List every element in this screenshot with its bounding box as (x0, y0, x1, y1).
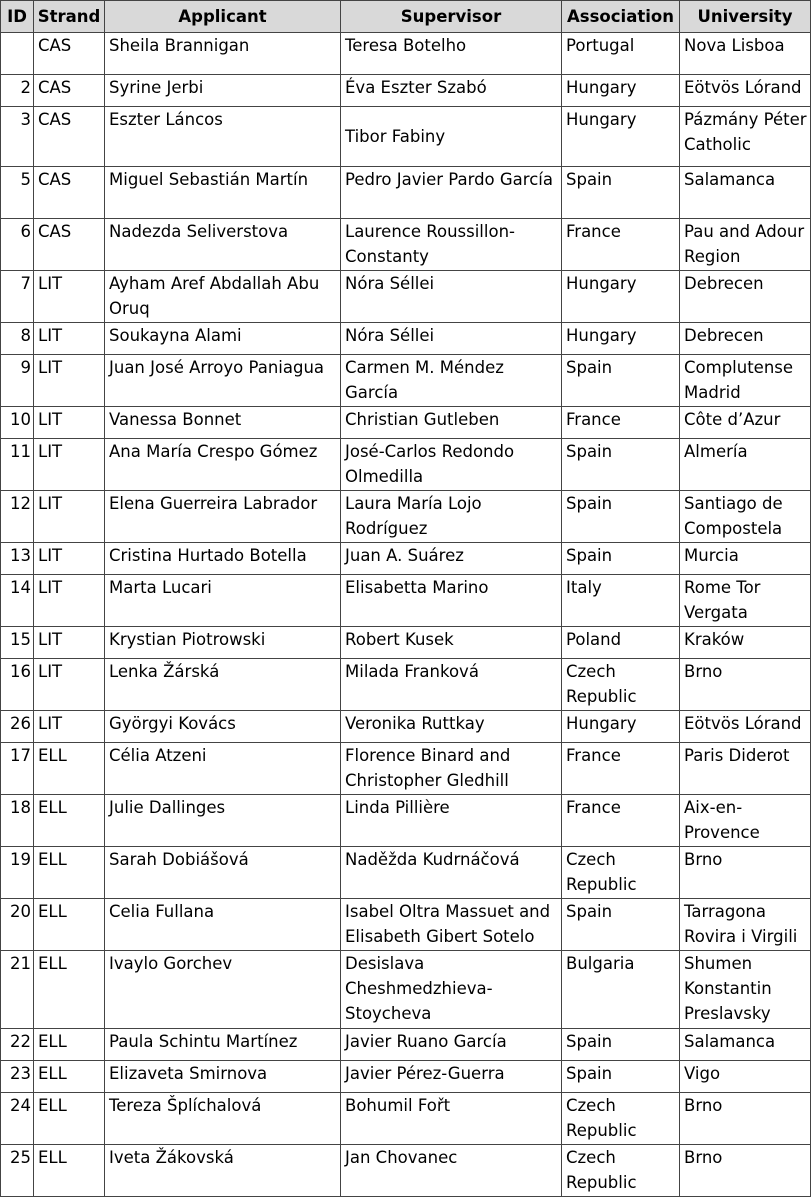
cell-supervisor: Pedro Javier Pardo García (341, 167, 562, 219)
table-row (1, 107, 811, 167)
cell-supervisor: Nóra Séllei (341, 323, 562, 355)
cell-strand: LIT (34, 543, 105, 575)
cell-applicant: Cristina Hurtado Botella (105, 543, 341, 575)
cell-university: Rome Tor Vergata (680, 575, 811, 627)
cell-supervisor: Naděžda Kudrnáčová (341, 847, 562, 899)
cell-strand: LIT (34, 323, 105, 355)
cell-strand: CAS (34, 33, 105, 75)
cell-association: France (562, 219, 680, 271)
table-row (1, 491, 811, 543)
table-body (1, 33, 811, 1197)
cell-applicant: Krystian Piotrowski (105, 627, 341, 659)
table-row (1, 75, 811, 107)
table-row (1, 1093, 811, 1145)
cell-university: Salamanca (680, 167, 811, 219)
cell-university: Brno (680, 847, 811, 899)
cell-association: Spain (562, 543, 680, 575)
cell-strand: LIT (34, 491, 105, 543)
table-row (1, 795, 811, 847)
cell-id: 6 (1, 219, 34, 271)
table-row (1, 543, 811, 575)
cell-association: France (562, 743, 680, 795)
cell-id: 25 (1, 1145, 34, 1197)
cell-strand: LIT (34, 659, 105, 711)
cell-supervisor: Isabel Oltra Massuet and Elisabeth Gibert Sotelo (341, 899, 562, 951)
cell-id: 17 (1, 743, 34, 795)
cell-applicant: Ayham Aref Abdallah Abu Oruq (105, 271, 341, 323)
cell-university: Complutense Madrid (680, 355, 811, 407)
table-row (1, 167, 811, 219)
table-row (1, 1029, 811, 1061)
table-row (1, 355, 811, 407)
cell-university: Brno (680, 659, 811, 711)
cell-strand: LIT (34, 355, 105, 407)
cell-id: 8 (1, 323, 34, 355)
cell-applicant: Julie Dallinges (105, 795, 341, 847)
cell-association: Czech Republic (562, 1093, 680, 1145)
cell-university: Brno (680, 1093, 811, 1145)
cell-supervisor: Elisabetta Marino (341, 575, 562, 627)
cell-id: 20 (1, 899, 34, 951)
cell-strand: ELL (34, 1061, 105, 1093)
cell-strand: ELL (34, 899, 105, 951)
cell-applicant: Paula Schintu Martínez (105, 1029, 341, 1061)
cell-strand: ELL (34, 1093, 105, 1145)
cell-strand: CAS (34, 167, 105, 219)
cell-id: 11 (1, 439, 34, 491)
cell-association: Czech Republic (562, 847, 680, 899)
cell-association: Czech Republic (562, 1145, 680, 1197)
cell-supervisor: Juan A. Suárez (341, 543, 562, 575)
cell-association: Spain (562, 1061, 680, 1093)
cell-strand: CAS (34, 219, 105, 271)
cell-id: 16 (1, 659, 34, 711)
cell-university: Almería (680, 439, 811, 491)
cell-association: Spain (562, 439, 680, 491)
cell-association: France (562, 407, 680, 439)
cell-applicant: Célia Atzeni (105, 743, 341, 795)
cell-supervisor: Desislava Cheshmedzhieva-Stoycheva (341, 951, 562, 1029)
cell-supervisor: Jan Chovanec (341, 1145, 562, 1197)
cell-applicant: Soukayna Alami (105, 323, 341, 355)
table-row (1, 323, 811, 355)
cell-supervisor: Nóra Séllei (341, 271, 562, 323)
cell-university: Eötvös Lórand (680, 711, 811, 743)
cell-applicant: Celia Fullana (105, 899, 341, 951)
cell-university: Debrecen (680, 323, 811, 355)
cell-strand: LIT (34, 439, 105, 491)
cell-supervisor: Teresa Botelho (341, 33, 562, 75)
cell-association: Italy (562, 575, 680, 627)
cell-applicant: Syrine Jerbi (105, 75, 341, 107)
cell-supervisor: Tibor Fabiny (341, 107, 562, 167)
cell-id: 26 (1, 711, 34, 743)
table-row (1, 575, 811, 627)
cell-strand: ELL (34, 847, 105, 899)
cell-applicant: Elena Guerreira Labrador (105, 491, 341, 543)
cell-university: Debrecen (680, 271, 811, 323)
table-row (1, 271, 811, 323)
cell-association: Hungary (562, 711, 680, 743)
cell-university: Nova Lisboa (680, 33, 811, 75)
table-row (1, 219, 811, 271)
cell-association: France (562, 795, 680, 847)
table-row (1, 847, 811, 899)
table-row (1, 439, 811, 491)
cell-id: 2 (1, 75, 34, 107)
cell-supervisor: Javier Ruano García (341, 1029, 562, 1061)
cell-association: Hungary (562, 107, 680, 167)
cell-supervisor: José-Carlos Redondo Olmedilla (341, 439, 562, 491)
cell-university: Brno (680, 1145, 811, 1197)
cell-strand: LIT (34, 407, 105, 439)
cell-association: Hungary (562, 323, 680, 355)
cell-association: Hungary (562, 271, 680, 323)
cell-strand: LIT (34, 271, 105, 323)
cell-applicant: Sheila Brannigan (105, 33, 341, 75)
cell-id: 13 (1, 543, 34, 575)
cell-university: Kraków (680, 627, 811, 659)
cell-applicant: Vanessa Bonnet (105, 407, 341, 439)
cell-strand: ELL (34, 795, 105, 847)
header-row (1, 1, 811, 33)
header-university: University (680, 1, 811, 33)
cell-id: 15 (1, 627, 34, 659)
cell-applicant: Marta Lucari (105, 575, 341, 627)
cell-applicant: Nadezda Seliverstova (105, 219, 341, 271)
cell-university: Salamanca (680, 1029, 811, 1061)
cell-supervisor: Milada Franková (341, 659, 562, 711)
cell-strand: ELL (34, 1029, 105, 1061)
cell-supervisor: Florence Binard and Christopher Gledhill (341, 743, 562, 795)
cell-association: Portugal (562, 33, 680, 75)
cell-university: Santiago de Compostela (680, 491, 811, 543)
cell-university: Vigo (680, 1061, 811, 1093)
cell-id: 7 (1, 271, 34, 323)
cell-strand: ELL (34, 743, 105, 795)
cell-university: Shumen Konstantin Preslavsky (680, 951, 811, 1029)
cell-association: Bulgaria (562, 951, 680, 1029)
cell-applicant: Tereza Šplíchalová (105, 1093, 341, 1145)
cell-strand: LIT (34, 575, 105, 627)
cell-supervisor: Bohumil Fořt (341, 1093, 562, 1145)
cell-applicant: Eszter Láncos (105, 107, 341, 167)
cell-university: Pázmány Péter Catholic (680, 107, 811, 167)
header-applicant: Applicant (105, 1, 341, 33)
cell-applicant: Miguel Sebastián Martín (105, 167, 341, 219)
cell-applicant: Lenka Žárská (105, 659, 341, 711)
cell-id: 18 (1, 795, 34, 847)
cell-association: Spain (562, 167, 680, 219)
cell-university: Pau and Adour Region (680, 219, 811, 271)
cell-strand: ELL (34, 1145, 105, 1197)
cell-supervisor: Javier Pérez-Guerra (341, 1061, 562, 1093)
cell-id: 9 (1, 355, 34, 407)
header-association: Association (562, 1, 680, 33)
cell-id: 12 (1, 491, 34, 543)
cell-supervisor: Laurence Roussillon-Constanty (341, 219, 562, 271)
cell-id (1, 33, 34, 75)
table-row (1, 407, 811, 439)
cell-id: 3 (1, 107, 34, 167)
cell-supervisor: Robert Kusek (341, 627, 562, 659)
cell-id: 22 (1, 1029, 34, 1061)
cell-association: Spain (562, 1029, 680, 1061)
cell-strand: LIT (34, 711, 105, 743)
cell-id: 24 (1, 1093, 34, 1145)
cell-applicant: Elizaveta Smirnova (105, 1061, 341, 1093)
cell-applicant: Sarah Dobiášová (105, 847, 341, 899)
table-row (1, 33, 811, 75)
cell-supervisor: Veronika Ruttkay (341, 711, 562, 743)
cell-strand: CAS (34, 75, 105, 107)
cell-applicant: Ivaylo Gorchev (105, 951, 341, 1029)
cell-strand: CAS (34, 107, 105, 167)
table-row (1, 1145, 811, 1197)
table-row (1, 627, 811, 659)
cell-supervisor: Christian Gutleben (341, 407, 562, 439)
cell-id: 19 (1, 847, 34, 899)
cell-university: Côte d’Azur (680, 407, 811, 439)
cell-association: Spain (562, 899, 680, 951)
cell-id: 14 (1, 575, 34, 627)
cell-supervisor: Carmen M. Méndez García (341, 355, 562, 407)
cell-university: Paris Diderot (680, 743, 811, 795)
cell-applicant: Juan José Arroyo Paniagua (105, 355, 341, 407)
cell-association: Spain (562, 355, 680, 407)
cell-university: Murcia (680, 543, 811, 575)
cell-university: Eötvös Lórand (680, 75, 811, 107)
cell-id: 5 (1, 167, 34, 219)
cell-applicant: Iveta Žákovská (105, 1145, 341, 1197)
table-row (1, 1061, 811, 1093)
cell-supervisor: Éva Eszter Szabó (341, 75, 562, 107)
table-row (1, 951, 811, 1029)
table-row (1, 711, 811, 743)
cell-id: 10 (1, 407, 34, 439)
table-row (1, 743, 811, 795)
cell-id: 21 (1, 951, 34, 1029)
cell-university: Tarragona Rovira i Virgili (680, 899, 811, 951)
cell-applicant: Ana María Crespo Gómez (105, 439, 341, 491)
header-strand: Strand (34, 1, 105, 33)
table-row (1, 899, 811, 951)
cell-association: Czech Republic (562, 659, 680, 711)
cell-applicant: Györgyi Kovács (105, 711, 341, 743)
cell-association: Poland (562, 627, 680, 659)
cell-supervisor: Laura María Lojo Rodríguez (341, 491, 562, 543)
cell-association: Hungary (562, 75, 680, 107)
table-row (1, 659, 811, 711)
header-supervisor: Supervisor (341, 1, 562, 33)
cell-id: 23 (1, 1061, 34, 1093)
cell-university: Aix-en-Provence (680, 795, 811, 847)
cell-supervisor: Linda Pillière (341, 795, 562, 847)
cell-strand: LIT (34, 627, 105, 659)
cell-association: Spain (562, 491, 680, 543)
cell-strand: ELL (34, 951, 105, 1029)
header-id: ID (1, 1, 34, 33)
